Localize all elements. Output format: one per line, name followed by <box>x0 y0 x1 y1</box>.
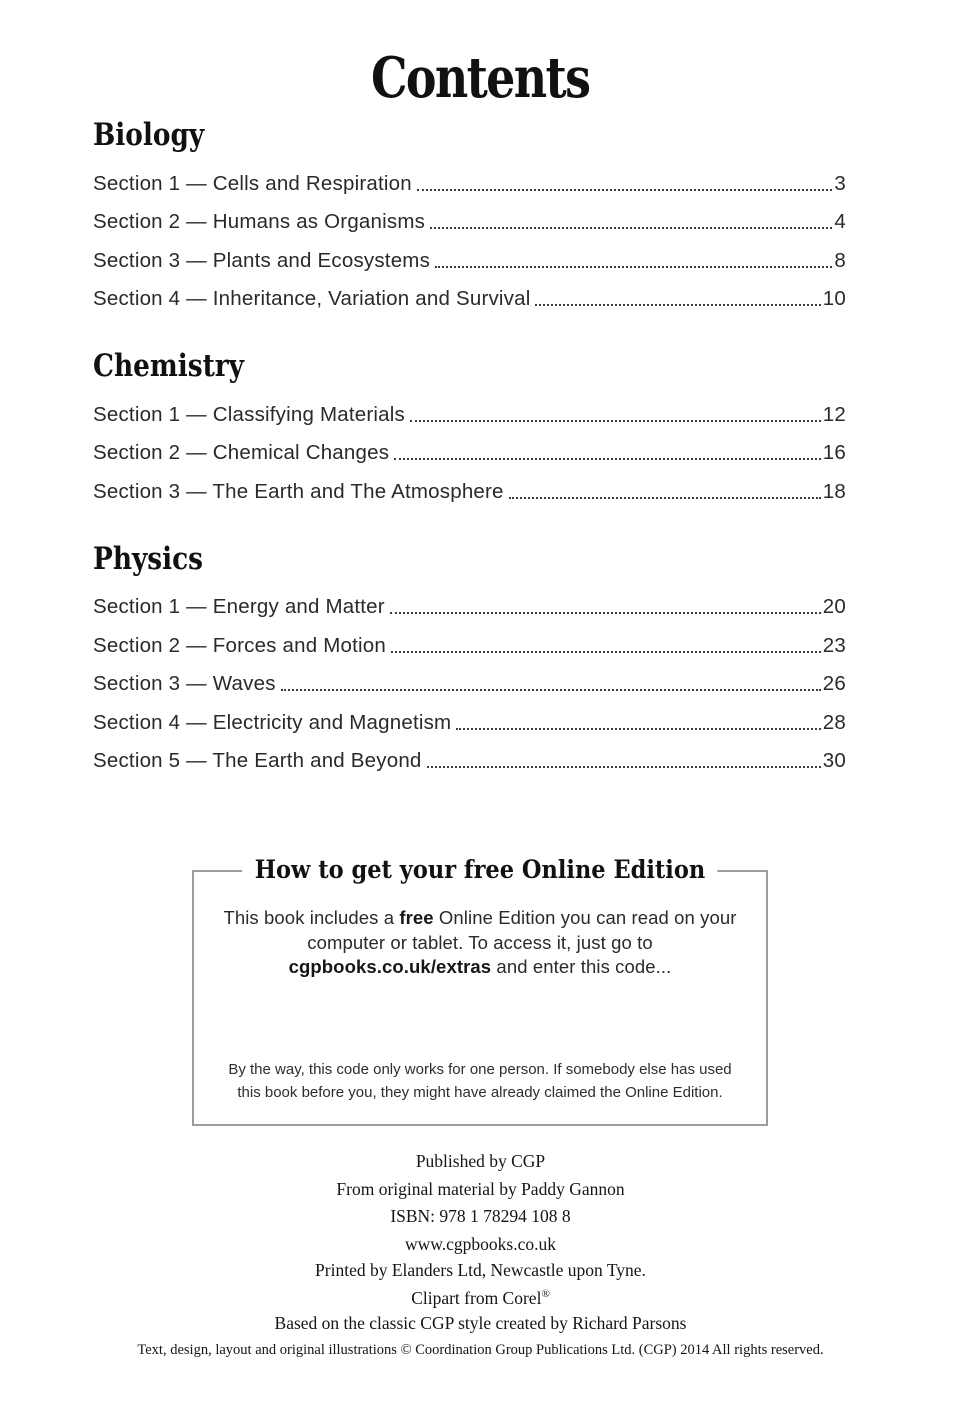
toc-entry-page: 20 <box>822 595 846 618</box>
physics-entries <box>93 581 846 774</box>
body-bold-free: free <box>399 907 434 928</box>
body-line <box>194 906 766 931</box>
publisher-imprint <box>0 1148 961 1363</box>
page-title-text: Contents <box>371 45 590 111</box>
dotted-leader <box>456 728 820 730</box>
toc-entry-label: Section 3 — Plants and Ecosystems <box>93 248 431 272</box>
toc-entry <box>93 388 846 427</box>
imprint-original-material: From original material by Paddy Gannon <box>336 1178 625 1199</box>
subject-heading-chemistry <box>93 348 846 384</box>
toc-entry-label: Section 1 — Energy and Matter <box>93 595 385 618</box>
biology-entries <box>93 157 846 311</box>
dotted-leader <box>430 227 832 229</box>
toc-entry-label: Section 2 — Humans as Organisms <box>93 210 426 233</box>
imprint-isbn: ISBN: 978 1 78294 108 8 <box>390 1206 571 1226</box>
online-edition-heading: How to get your free Online Edition <box>242 855 718 885</box>
subject-heading-biology-text: Biology <box>93 117 205 153</box>
imprint-published-by: Published by CGP <box>415 1151 546 1171</box>
dotted-leader <box>390 612 821 614</box>
toc-entry <box>93 196 846 235</box>
toc-entry-page: 28 <box>822 710 846 734</box>
imprint-based-on: Based on the classic CGP style created by Richard Parsons <box>274 1312 687 1333</box>
toc-entry <box>93 157 846 196</box>
imprint-copyright: Text, design, layout and original illustrations © Coordination Group Publications Ltd. (CGP) 2014 All rights reserved. <box>137 1342 824 1359</box>
imprint-website: www.cgpbooks.co.uk <box>405 1233 556 1254</box>
note-line: this book before you, they might have already claimed the Online Edition. <box>237 1083 723 1101</box>
online-edition-body <box>194 906 766 980</box>
page-title <box>0 45 961 111</box>
toc-entry-label: Section 4 — Inheritance, Variation and Survival <box>93 287 531 310</box>
body-text: computer or tablet. To access it, just go to <box>307 931 653 953</box>
toc-entry-page: 8 <box>834 248 846 272</box>
toc-entry-page: 3 <box>834 171 846 195</box>
imprint-printer: Printed by Elanders Ltd, Newcastle upon Tyne. <box>315 1260 646 1280</box>
body-text: This book includes a <box>223 907 400 928</box>
body-line <box>194 955 766 980</box>
subject-heading-chemistry-text: Chemistry <box>93 348 244 384</box>
toc-entry-page: 18 <box>822 479 846 503</box>
subject-heading-physics <box>93 540 846 577</box>
online-edition-note <box>194 1059 766 1104</box>
contents-page <box>0 45 961 1410</box>
toc-entry-label: Section 3 — Waves <box>93 672 276 695</box>
registered-trademark-symbol: ® <box>541 1288 550 1300</box>
dotted-leader <box>435 266 832 268</box>
toc-entry-page: 30 <box>822 749 846 772</box>
toc-entry <box>93 619 846 658</box>
online-edition-box <box>192 855 768 1126</box>
toc-entry-page: 4 <box>834 210 846 233</box>
imprint-clipart-text: Clipart from Corel <box>411 1287 542 1308</box>
spacer <box>93 518 846 544</box>
body-text: and enter this code... <box>491 956 672 978</box>
toc-entry-label: Section 3 — The Earth and The Atmosphere <box>93 479 504 503</box>
dotted-leader <box>394 458 821 460</box>
subject-heading-biology <box>93 117 846 153</box>
dotted-leader <box>535 304 820 306</box>
dotted-leader <box>427 766 821 768</box>
toc-entry-page: 23 <box>822 633 846 657</box>
toc-entry-page: 12 <box>822 402 846 426</box>
toc-entry <box>93 658 846 697</box>
subject-block-chemistry <box>93 348 846 504</box>
toc-entry-page: 26 <box>822 672 846 695</box>
toc-entry <box>93 273 846 312</box>
toc-entry <box>93 735 846 774</box>
subject-block-biology <box>93 117 846 311</box>
toc-entry-label: Section 1 — Cells and Respiration <box>93 171 412 195</box>
subject-heading-physics-text: Physics <box>93 540 204 577</box>
imprint-clipart <box>0 1282 961 1310</box>
dotted-leader <box>391 651 821 653</box>
toc-entry <box>93 465 846 504</box>
toc-entry <box>93 427 846 466</box>
toc-entry-label: Section 2 — Forces and Motion <box>93 633 386 657</box>
toc-entry-label: Section 1 — Classifying Materials <box>93 402 405 426</box>
toc-entry <box>93 581 846 620</box>
dotted-leader <box>509 497 821 499</box>
table-of-contents <box>93 117 846 773</box>
toc-entry-label: Section 4 — Electricity and Magnetism <box>93 710 452 734</box>
toc-entry-page: 10 <box>822 287 846 310</box>
body-line <box>194 931 766 956</box>
subject-block-physics <box>93 540 846 774</box>
toc-entry <box>93 696 846 735</box>
toc-entry-page: 16 <box>822 441 846 464</box>
body-bold-url: cgpbooks.co.uk/extras <box>288 956 492 978</box>
dotted-leader <box>417 189 833 191</box>
body-text: Online Edition you can read on your <box>433 907 737 928</box>
dotted-leader <box>281 689 821 691</box>
note-line: By the way, this code only works for one person. If somebody else has used <box>228 1061 732 1078</box>
toc-entry-label: Section 5 — The Earth and Beyond <box>93 749 422 772</box>
dotted-leader <box>410 420 821 422</box>
chemistry-entries <box>93 388 846 504</box>
toc-entry <box>93 234 846 273</box>
toc-entry-label: Section 2 — Chemical Changes <box>93 441 390 464</box>
